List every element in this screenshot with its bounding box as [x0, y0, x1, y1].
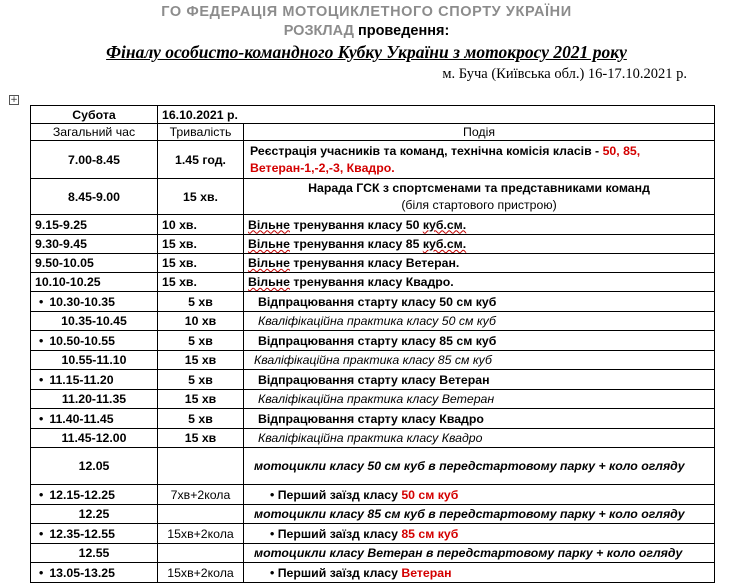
location-date: м. Буча (Київська обл.) 16-17.10.2021 р.: [442, 66, 687, 82]
row-time: 10.55-11.10: [31, 351, 158, 370]
table-move-handle-icon[interactable]: +: [10, 95, 18, 105]
table-row: [31, 370, 715, 390]
schedule-word: РОЗКЛАД: [283, 23, 358, 39]
row-event: • Перший заїзд класу 50 см куб: [244, 485, 715, 505]
row-duration: 10 хв: [158, 312, 244, 331]
row-event: Реєстрація учасників та команд, технічна комісія класів - 50, 85, Ветеран-1,-2,-3, Квадро.: [244, 141, 715, 179]
bullet-icon: •: [39, 487, 44, 502]
row-event: Відпрацювання старту класу Ветеран: [244, 370, 715, 390]
row-time: • 10.30-10.35: [31, 292, 158, 312]
bullet-icon: •: [39, 526, 44, 541]
row-duration: [158, 544, 244, 563]
row-duration: 15 хв.: [158, 179, 244, 215]
bullet-icon: •: [39, 411, 44, 426]
row-duration: 1.45 год.: [158, 141, 244, 179]
row-time: 10.10-10.25: [31, 273, 158, 292]
bullet-icon: •: [39, 333, 44, 348]
table-row: [31, 215, 715, 235]
row-event: Кваліфікаційна практика класу Ветеран: [244, 390, 715, 409]
row-duration: [158, 448, 244, 485]
table-row: [31, 505, 715, 524]
table-row: [31, 485, 715, 505]
row-time: 12.05: [31, 448, 158, 485]
row-event: Кваліфікаційна практика класу 85 см куб: [244, 351, 715, 370]
row-duration: 7хв+2кола: [158, 485, 244, 505]
row-time: 7.00-8.45: [31, 141, 158, 179]
row-event: мотоцикли класу 85 см куб в передстартовому парку + коло огляду: [244, 505, 715, 524]
table-row: [31, 524, 715, 544]
row-duration: 15 хв.: [158, 235, 244, 254]
row-duration: 15 хв: [158, 429, 244, 448]
table-row: [31, 292, 715, 312]
row-duration: 10 хв.: [158, 215, 244, 235]
row-duration: 15 хв.: [158, 273, 244, 292]
row-duration: 5 хв: [158, 370, 244, 390]
row-time: 12.55: [31, 544, 158, 563]
row-time: • 12.15-12.25: [31, 485, 158, 505]
row-duration: [158, 505, 244, 524]
row-time: 9.15-9.25: [31, 215, 158, 235]
header-row: [31, 124, 715, 141]
schedule-table: [30, 105, 715, 583]
row-event: Вільне тренування класу 85 куб.см.: [244, 235, 715, 254]
col-time-header: Загальний час: [31, 124, 158, 141]
table-row: [31, 331, 715, 351]
table-row: [31, 390, 715, 409]
row-duration: 15 хв.: [158, 254, 244, 273]
table-row: [31, 312, 715, 331]
day-row: [31, 106, 715, 124]
row-time: 8.45-9.00: [31, 179, 158, 215]
row-duration: 5 хв: [158, 292, 244, 312]
row-event: мотоцикли класу Ветеран в передстартовому парку + коло огляду: [244, 544, 715, 563]
table-row: [31, 563, 715, 583]
row-time: • 11.40-11.45: [31, 409, 158, 429]
table-row: [31, 235, 715, 254]
federation-title: ГО ФЕДЕРАЦІЯ МОТОЦИКЛЕТНОГО СПОРТУ УКРАЇНИ: [161, 4, 572, 20]
table-row: [31, 254, 715, 273]
conduct-word: проведення:: [357, 23, 450, 39]
row-event: • Перший заїзд класу Ветеран: [244, 563, 715, 583]
table-row: [31, 429, 715, 448]
row-time: 9.50-10.05: [31, 254, 158, 273]
table-row: [31, 448, 715, 485]
row-event: Відпрацювання старту класу Квадро: [244, 409, 715, 429]
day-date: 16.10.2021 р.: [158, 106, 715, 124]
schedule-subtitle: [0, 23, 733, 39]
row-duration: 15хв+2кола: [158, 563, 244, 583]
row-event: Вільне тренування класу Ветеран.: [244, 254, 715, 273]
bullet-icon: •: [39, 372, 44, 387]
table-row: [31, 409, 715, 429]
table-row: [31, 141, 715, 179]
row-event: Відпрацювання старту класу 85 см куб: [244, 331, 715, 351]
row-time: 11.45-12.00: [31, 429, 158, 448]
row-time: • 13.05-13.25: [31, 563, 158, 583]
row-time: 9.30-9.45: [31, 235, 158, 254]
col-duration-header: Тривалість: [158, 124, 244, 141]
day-name: Субота: [31, 106, 158, 124]
row-duration: 5 хв: [158, 331, 244, 351]
row-duration: 15хв+2кола: [158, 524, 244, 544]
row-event: мотоцикли класу 50 см куб в передстартовому парку + коло огляду: [244, 448, 715, 485]
bullet-icon: •: [39, 294, 44, 309]
row-time: 11.20-11.35: [31, 390, 158, 409]
row-time: 12.25: [31, 505, 158, 524]
col-event-header: Подія: [244, 124, 715, 141]
row-event: Кваліфікаційна практика класу Квадро: [244, 429, 715, 448]
event-title: Фіналу особисто-командного Кубку України з мотокросу 2021 року: [106, 42, 627, 62]
row-duration: 5 хв: [158, 409, 244, 429]
row-event: Нарада ГСК з спортсменами та представниками команд (біля стартового пристрою): [244, 179, 715, 215]
row-event: Вільне тренування класу 50 куб.см.: [244, 215, 715, 235]
row-time: 10.35-10.45: [31, 312, 158, 331]
table-row: [31, 351, 715, 370]
row-time: • 11.15-11.20: [31, 370, 158, 390]
row-event: Відпрацювання старту класу 50 см куб: [244, 292, 715, 312]
bullet-icon: •: [39, 565, 44, 580]
row-event: • Перший заїзд класу 85 см куб: [244, 524, 715, 544]
table-row: [31, 273, 715, 292]
row-time: • 12.35-12.55: [31, 524, 158, 544]
row-event: Кваліфікаційна практика класу 50 см куб: [244, 312, 715, 331]
row-duration: 15 хв: [158, 351, 244, 370]
row-time: • 10.50-10.55: [31, 331, 158, 351]
row-event: Вільне тренування класу Квадро.: [244, 273, 715, 292]
table-row: [31, 544, 715, 563]
row-duration: 15 хв: [158, 390, 244, 409]
table-row: [31, 179, 715, 215]
